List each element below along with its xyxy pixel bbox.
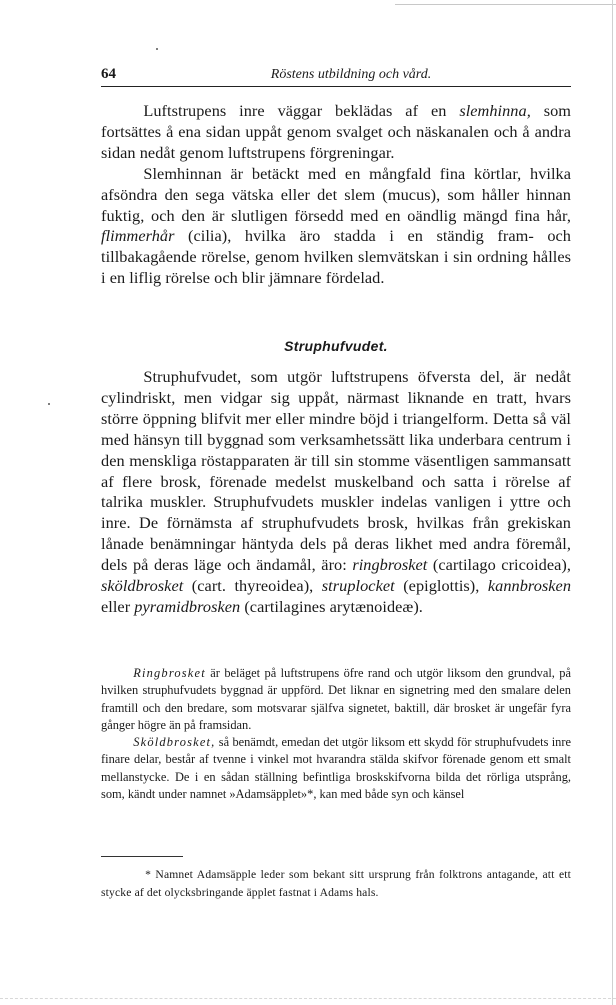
term-emphasis: slemhinna,: [459, 101, 531, 120]
paragraph: Slemhinnan är betäckt med en mångfald fina körtlar, hvilka afsöndra den sega vätska eller det slem (mucus), som håller hinnan fuktig, och den är slutligen försedd med en oändlig mängd fina hår, flimmerhår (cilia), hvilka äro stadda i en ständig fram- och tillbakagående rörelse, genom hvilken slemvätskan i sin ordning hålles i en liflig rörelse och blir jämnare fördelad.: [101, 163, 571, 288]
top-edge-line: [395, 4, 616, 5]
spaced-term: Ringbrosket: [133, 666, 206, 680]
term-emphasis: ringbrosket: [352, 555, 428, 575]
term-emphasis: flimmerhår: [101, 226, 175, 246]
small-paragraph: Sköldbrosket, så benämdt, emedan det utgör liksom ett skydd för struphufvudets inre finare delar, består af tvenne i vinkel mot hvarandra stälda skifvor förenade genom ett smalt mellanstycke. De i en sådan ställning befintliga broskskifvorna bilda det rörliga utsprång, som, kändt under namnet »Adamsäpplet»*, kan med både syn och känsel: [101, 735, 571, 802]
paragraph: Struphufvudet, som utgör luftstrupens öfversta del, är nedåt cylindriskt, men vidgar sig uppåt, närmast liknande en tratt, hvars större öppning blifvit mer eller mindre böjd i triangelform. Detta så väl med hänsyn till byggnad som verksamhetssätt lika underbara centrum i den menskliga röstapparaten är till sin stomme väsentligen sammansatt af flere brosk, förenade medelst muskelband och satta i rörelse af talrika muskler. Struphufvudets muskler indelas vanligen i yttre och inre. De förnämsta af struphufvudets brosk, hvilkas från grekiskan lånade benämningar häntyda dels på deras likhet med andra föremål, dels på deras läge och ändamål, äro: ringbrosket (cartilago cricoidea), sköldbrosket (cart. thyreoidea), struplocket (epiglottis), kannbrosken eller pyramidbrosken (cartilagines arytænoideæ).: [101, 367, 572, 616]
speck-mark: [156, 48, 158, 50]
right-edge-line: [612, 0, 613, 1005]
term-emphasis: kannbrosken: [487, 576, 572, 596]
spaced-term: Sköldbrosket,: [133, 735, 216, 750]
paragraph: Luftstrupens inre väggar beklädas af en slemhinna, som fortsättes å ena sidan uppåt genom svalget och näskanalen och å andra sidan nedåt genom luftstrupens förgreningar.: [101, 101, 571, 162]
main-text-block: [101, 101, 571, 289]
running-title: Röstens utbildning och vård.: [270, 67, 432, 82]
small-paragraph: Ringbrosket är beläget på luftstrupens öfre rand och utgör liksom den grundval, på hvilken struphufvudets byggnad är uppförd. Det liknar en signetring med den smalare delen framtill och den bredare, som motsvarar själfva signetet, baktill, där brosket är ungefär fyra gånger högre än på framsidan.: [101, 666, 571, 732]
term-emphasis: pyramidbrosken: [134, 596, 241, 616]
section-heading: Struphufvudet.: [284, 338, 388, 354]
bottom-edge-line: [0, 998, 616, 999]
small-print-block: [101, 665, 571, 803]
footnote: * Namnet Adamsäpple leder som bekant sitt ursprung från folktrons antagande, att ett stycke af det olycksbringande äpplet fastnat i Adams hals.: [101, 868, 571, 899]
main-text-block-2: [101, 367, 571, 618]
footnote-rule: [101, 856, 183, 857]
section-heading-wrap: [101, 338, 571, 354]
page-number: 64: [101, 66, 116, 82]
term-emphasis: sköldbrosket: [101, 576, 184, 596]
margin-mark: [48, 403, 50, 405]
term-emphasis: struplocket: [321, 576, 395, 596]
running-header: [101, 66, 571, 87]
